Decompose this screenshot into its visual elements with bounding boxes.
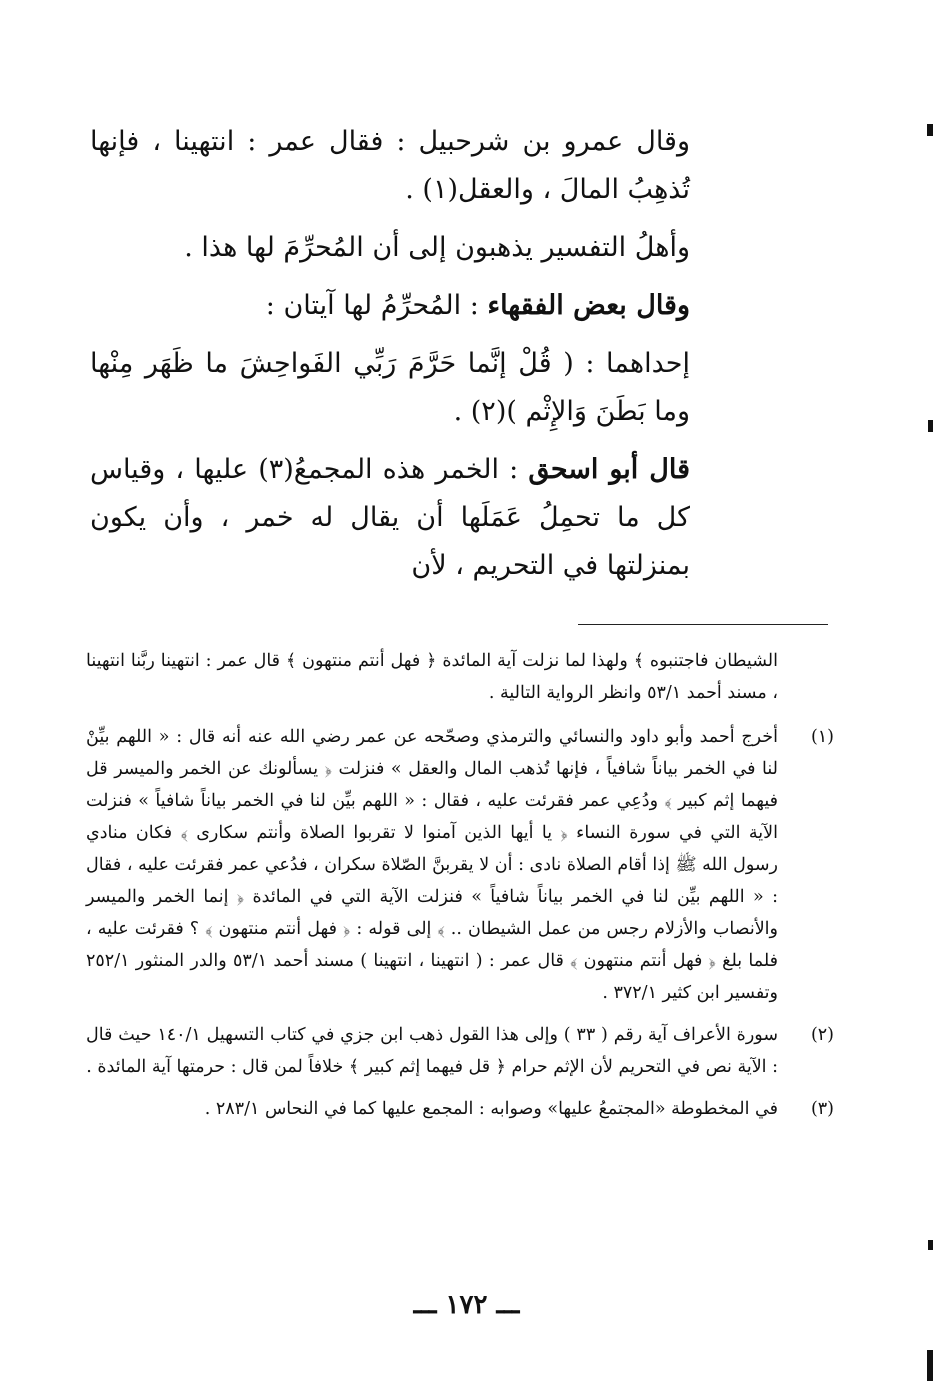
footnote-carryover: الشيطان فاجتنبوه ﴾ ولهذا لما نزلت آية المائدة ﴿ فهل أنتم منتهون ﴾ قال عمر : انتهينا ربَّنا انتهينا ، مسند أحمد ٥٣/١ وانظر الرواية التالية . (86, 651, 778, 703)
paragraph-text: : المُحرِّمُ لها آيتان : (265, 290, 488, 321)
page-number: ـــ ١٧٢ ـــ (413, 1290, 520, 1320)
margin-mark (927, 1350, 933, 1381)
main-paragraph (90, 446, 690, 590)
margin-mark (927, 124, 933, 136)
footnote-2 (86, 1019, 834, 1083)
footnote-text: في المخطوطة «المجتمعُ عليها» وصوابه : المجمع عليها كما في النحاس ٢٨٣/١ . (204, 1099, 778, 1119)
footnote-text: أخرج أحمد وأبو داود والنسائي والترمذي وصحّحه عن عمر رضي الله عنه أنه قال : « اللهم بيِّنْ لنا في الخمر بياناً شافياً ، فإنها تُذهب المال والعقل » فنزلت ﴿ يسألونك عن الخمر والميسر قل فيهما إثم كبير ﴾ ودُعِي عمر فقرئت عليه ، فقال : « اللهم بيِّن لنا في الخمر بياناً شافياً » فنزلت الآية التي في سورة النساء ﴿ يا أيها الذين آمنوا لا تقربوا الصلاة وأنتم سكارى ﴾ فكان منادي رسول الله ﷺ إذا أقام الصلاة نادى : أن لا يقربنَّ الصّلاة سكران ، فدُعي عمر فقرئت عليه ، فقال : « اللهم بيِّن لنا في الخمر بياناً شافياً » فنزلت الآية التي في المائدة ﴿ إنما الخمر والميسر والأنصاب والأزلام رجس من عمل الشيطان .. ﴾ إلى قوله : ﴿ فهل أنتم منتهون ﴾ ؟ فقرئت عليه ، فلما بلغ ﴿ فهل أنتم منتهون ﴾ قال عمر : ( انتهينا ، انتهينا ) مسند أحمد ٥٣/١ والدر المنثور ٢٥٢/١ وتفسير ابن كثير ٣٧٢/١ . (86, 727, 778, 1003)
paragraph-text: وقال عمرو بن شرحبيل : فقال عمر : انتهينا ، فإنها تُذهِبُ المالَ ، والعقل(١) . (90, 126, 690, 205)
margin-mark (928, 420, 933, 432)
paragraph-text: وأهلُ التفسير يذهبون إلى أن المُحرِّمَ لها هذا . (184, 232, 690, 263)
paragraph-text: إحداهما : ( قُلْ إنَّما حَرَّمَ رَبِّي الفَواحِشَ ما ظَهَر مِنْها وما بَطَنَ وَالإِثْم )(٢) . (90, 348, 690, 427)
paragraph-lead: قال أبو اسحق (528, 454, 690, 485)
paragraph-text: : الخمر هذه المجمعُ(٣) عليها ، وقياس كل ما تحمِلُ عَمَلَها أن يقال له خمر ، وأن يكون بمنزلتها في التحريم ، لأن (90, 454, 690, 581)
main-paragraph (90, 282, 690, 330)
footnote-3 (86, 1093, 834, 1125)
main-paragraph (90, 118, 690, 214)
footnote-number: (١) (810, 727, 834, 747)
footnote-number: (٢) (810, 1025, 834, 1045)
main-text (90, 118, 690, 600)
main-paragraph (90, 340, 690, 436)
paragraph-lead: وقال بعض الفقهاء (487, 290, 690, 321)
footnote-1 (86, 721, 834, 1009)
margin-mark (928, 1240, 933, 1250)
main-paragraph (90, 224, 690, 272)
footnote-separator (578, 624, 828, 625)
footnotes (86, 645, 834, 1135)
footnote-text: سورة الأعراف آية رقم ( ٣٣ ) وإلى هذا القول ذهب ابن جزي في كتاب التسهيل ١٤٠/١ حيث قال : الآية نص في التحريم لأن الإثم حرام ﴿ قل فيهما إثم كبير ﴾ خلافاً لمن قال : حرمتها آية المائدة . (86, 1025, 778, 1077)
footnote-number: (٣) (810, 1099, 834, 1119)
